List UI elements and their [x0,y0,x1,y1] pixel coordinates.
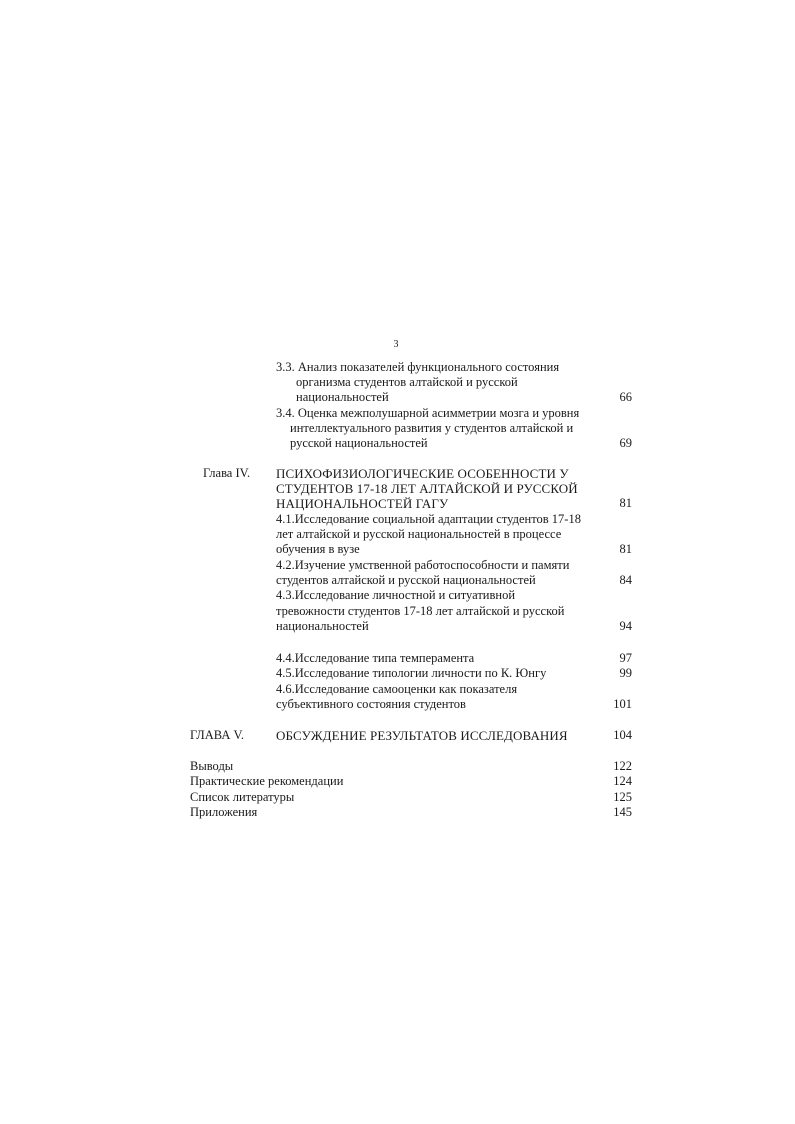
chapter-4-title-line-1: ПСИХОФИЗИОЛОГИЧЕСКИЕ ОСОБЕННОСТИ У [276,466,569,481]
toc-entry-4-3-line-3: национальностей [276,619,369,633]
toc-appendices-title: Приложения [190,805,258,819]
toc-entry-4-5-line-1: 4.5.Исследование типологии личности по К. Юнгу [276,666,547,680]
toc-entry-3-3-line-1: 3.3. Анализ показателей функционального состояния [276,360,560,374]
toc-entry-3-4-page: 69 [619,436,632,450]
toc-entry-4-2-line-2: студентов алтайской и русской национальностей [276,573,536,587]
chapter-4-label: Глава IV. [203,466,251,480]
toc-entry-4-6-line-1: 4.6.Исследование самооценки как показателя [276,682,518,696]
chapter-4-title-line-2: СТУДЕНТОВ 17-18 ЛЕТ АЛТАЙСКОЙ И РУССКОЙ [276,481,578,496]
chapter-4-page: 81 [619,496,632,510]
toc-entry-3-4-line-3: русской национальностей [290,436,428,450]
chapter-5-title: ОБСУЖДЕНИЕ РЕЗУЛЬТАТОВ ИССЛЕДОВАНИЯ [276,728,568,743]
toc-entry-4-6-line-2: субъективного состояния студентов [276,697,466,711]
toc-entry-4-3-line-1: 4.3.Исследование личностной и ситуативной [276,588,516,602]
toc-entry-3-3-line-3: национальностей [296,390,389,404]
toc-recommendations-title: Практические рекомендации [190,774,344,788]
toc-bibliography-title: Список литературы [190,790,295,804]
toc-conclusions-title: Выводы [190,759,234,773]
toc-entry-4-1-line-2: лет алтайской и русской национальностей в процессе [276,527,562,541]
toc-entry-3-3-line-2: организма студентов алтайской и русской [296,375,518,389]
toc-entry-4-1-page: 81 [619,542,632,556]
chapter-5-page: 104 [613,728,632,742]
toc-entry-3-4-line-1: 3.4. Оценка межполушарной асимметрии мозга и уровня [276,406,580,420]
toc-entry-4-1-line-1: 4.1.Исследование социальной адаптации студентов 17-18 [276,512,581,526]
page-number: 3 [393,339,399,350]
toc-entry-4-2-line-1: 4.2.Изучение умственной работоспособности и памяти [276,558,570,572]
toc-bibliography-page: 125 [613,790,632,804]
toc-recommendations-page: 124 [613,774,632,788]
toc-entry-4-6-page: 101 [613,697,632,711]
toc-entry-4-3-page: 94 [619,619,632,633]
toc-conclusions-page: 122 [613,759,632,773]
toc-entry-4-2-page: 84 [619,573,632,587]
toc-entry-3-4-line-2: интеллектуального развития у студентов алтайской и [290,421,574,435]
toc-entry-4-4-page: 97 [619,651,632,665]
toc-entry-4-3-line-2: тревожности студентов 17-18 лет алтайской и русской [276,604,565,618]
toc-entry-3-3-page: 66 [619,390,632,404]
toc-entry-4-5-page: 99 [619,666,632,680]
toc-entry-4-4-line-1: 4.4.Исследование типа темперамента [276,651,475,665]
chapter-5-label: ГЛАВА V. [190,728,245,742]
toc-entry-4-1-line-3: обучения в вузе [276,542,360,556]
chapter-4-title-line-3: НАЦИОНАЛЬНОСТЕЙ ГАГУ [276,496,449,511]
toc-appendices-page: 145 [613,805,632,819]
